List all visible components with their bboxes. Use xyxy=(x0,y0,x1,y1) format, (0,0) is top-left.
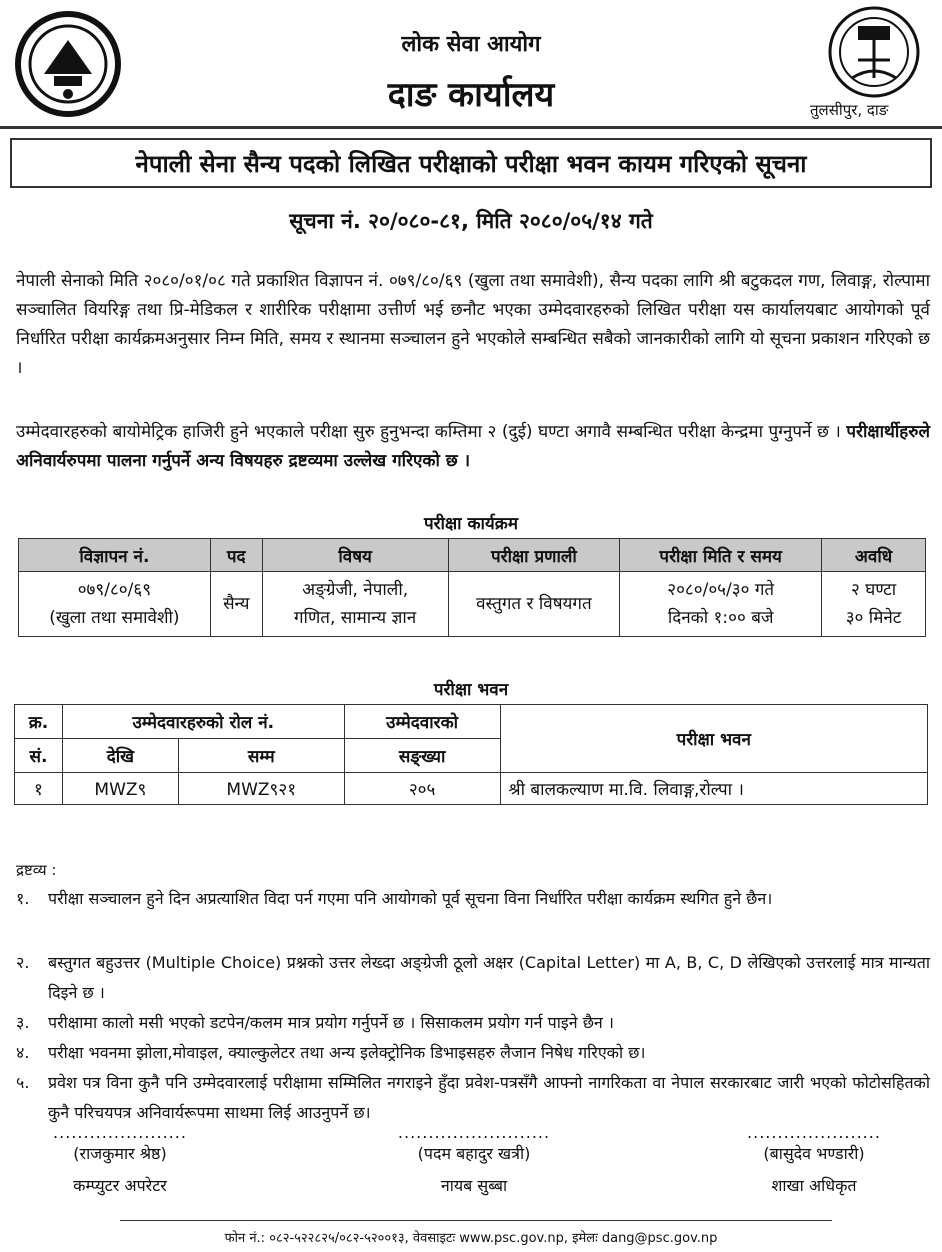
roll-from-cell: MWZ९ xyxy=(62,773,178,805)
candidate-count-cell: २०५ xyxy=(344,773,500,805)
note-item xyxy=(16,884,930,914)
candidate-count-header-2: सङ्ख्या xyxy=(344,739,500,773)
note-number: ३. xyxy=(16,1013,30,1032)
signature-line: ...................... xyxy=(747,1123,881,1142)
exam-date: २०८०/०५/३० गते xyxy=(667,580,775,600)
venue-cell: श्री बालकल्याण मा.वि. लिवाङ्ग,रोल्पा । xyxy=(500,773,927,805)
table-row xyxy=(15,773,928,805)
office-name: दाङ कार्यालय xyxy=(387,75,555,115)
post-cell: सैन्य xyxy=(210,572,262,637)
footer-divider xyxy=(120,1220,832,1221)
col-header: विज्ञापन नं. xyxy=(19,539,211,572)
signatory-title: नायब सुब्बा xyxy=(440,1176,508,1195)
signatory-title: शाखा अधिकृत xyxy=(771,1176,857,1195)
signature-block xyxy=(684,1123,942,1202)
col-header: परीक्षा मिति र समय xyxy=(620,539,822,572)
signatory-title: कम्प्युटर अपरेटर xyxy=(73,1176,167,1195)
candidate-count-header: उम्मेदवारको xyxy=(344,705,500,739)
duration-cell xyxy=(822,572,926,637)
ad-category: (खुला तथा समावेशी) xyxy=(49,608,180,628)
table-row xyxy=(19,572,926,637)
signature-line: ......................... xyxy=(397,1123,551,1142)
exam-schedule-title: परीक्षा कार्यक्रम xyxy=(423,514,519,534)
exam-venue-title: परीक्षा भवन xyxy=(433,680,509,700)
signatory-name: (पदम बहादुर खत्री) xyxy=(417,1144,531,1163)
notice-reference: सूचना नं. २०/०८०-८१, मिति २०८०/०५/१४ गते xyxy=(289,209,653,233)
note-item xyxy=(16,1068,930,1128)
roll-from-header: देखि xyxy=(62,739,178,773)
header-divider xyxy=(0,126,942,129)
note-item xyxy=(16,1008,930,1038)
footer-contact: फोन नं.: ०८२-५२२८२५/०८२-५२००१३, वेवसाइटः www.psc.gov.np, इमेलः dang@psc.gov.np xyxy=(224,1231,718,1246)
note-text: प्रवेश पत्र विना कुनै पनि उम्मेदवारलाई परीक्षामा सम्मिलित नगराइने हुँदा प्रवेश-पत्रसँगै आफ्नो नागरिकता वा नेपाल सरकारबाट जारी भएको फोटोसहितको कुनै परिचयपत्र अनिवार्यरूपमा साथमा लिई आउनुपर्ने छ। xyxy=(48,1073,930,1122)
intro-paragraph: नेपाली सेनाको मिति २०८०/०१/०८ गते प्रकाशित विज्ञापन नं. ०७९/८०/६९ (खुला तथा समावेशी), सैन्य पदका लागि श्री बटुकदल गण, लिवाङ्ग, रोल्पामा सञ्चालित वियरिङ्ग तथा प्रि-मेडिकल र शारीरिक परीक्षामा उत्तीर्ण भई छनौट भएका उम्मेदवारहरुको लिखित परीक्षा यस कार्यालयबाट आयोगको पूर्व निर्धारित परीक्षा कार्यक्रमअनुसार निम्न मिति, समय र स्थानमा सञ्चालन हुने भएकोले सम्बन्धित सबैको जानकारीको लागि यो सूचना प्रकाशन गरिएको छ । xyxy=(16,271,930,378)
note-text: परीक्षा सञ्चालन हुने दिन अप्रत्याशित विदा पर्न गएमा पनि आयोगको पूर्व सूचना विना निर्धारित परीक्षा कार्यक्रम स्थगित हुने छैन। xyxy=(48,889,773,908)
table-header-row xyxy=(19,539,926,572)
venue-header: परीक्षा भवन xyxy=(500,705,927,773)
organization-name: लोक सेवा आयोग xyxy=(401,32,541,57)
exam-date-cell xyxy=(620,572,822,637)
serial-header: क्र. xyxy=(15,705,63,739)
table-header-row xyxy=(15,705,928,739)
duration-hours: २ घण्टा xyxy=(850,580,897,600)
roll-number-header: उम्मेदवारहरुको रोल नं. xyxy=(62,705,344,739)
subject-cell xyxy=(262,572,448,637)
signatory-name: (बासुदेव भण्डारी) xyxy=(763,1144,865,1163)
mandatory-rules-text: परीक्षार्थीहरुले अनिवार्यरुपमा पालना गर्नुपर्ने अन्य विषयहरु द्रष्टव्यमा उल्लेख गरिएको छ । xyxy=(16,422,930,471)
exam-time: दिनको १:०० बजे xyxy=(667,608,774,628)
notice-title: नेपाली सेना सैन्य पदको लिखित परीक्षाको परीक्षा भवन कायम गरिएको सूचना xyxy=(135,149,807,178)
signature-line: ...................... xyxy=(53,1123,187,1142)
note-number: ४. xyxy=(16,1043,30,1062)
office-address: तुलसीपुर, दाङ xyxy=(810,101,889,119)
note-number: २. xyxy=(16,953,30,972)
notice-title-box xyxy=(10,138,932,188)
col-header: परीक्षा प्रणाली xyxy=(448,539,620,572)
note-text: बस्तुगत बहुउत्तर (Multiple Choice) प्रश्नको उत्तर लेख्दा अङ्ग्रेजी ठूलो अक्षर (Capital Letter) मा A, B, C, D लेखिएको उत्तरलाई मात्र मान्यता दिइने छ । xyxy=(48,953,930,1002)
serial-header-2: सं. xyxy=(15,739,63,773)
col-header: अवधि xyxy=(822,539,926,572)
roll-to-header: सम्म xyxy=(178,739,344,773)
biometric-paragraph xyxy=(16,418,930,476)
subject-line: गणित, सामान्य ज्ञान xyxy=(293,608,417,628)
col-header: पद xyxy=(210,539,262,572)
exam-system-cell: वस्तुगत र विषयगत xyxy=(448,572,620,637)
exam-venue-table xyxy=(14,704,928,805)
col-header: विषय xyxy=(262,539,448,572)
serial-cell: १ xyxy=(15,773,63,805)
psc-seal-logo xyxy=(822,4,926,100)
subject-line: अङ्ग्रेजी, नेपाली, xyxy=(302,580,409,600)
ad-number: ०७९/८०/६९ xyxy=(77,580,152,600)
note-text: परीक्षा भवनमा झोला,मोवाइल, क्याल्कुलेटर तथा अन्य इलेक्ट्रोनिक डिभाइसहरु लैजान निषेध गरिएको छ। xyxy=(48,1043,646,1062)
roll-to-cell: MWZ९२१ xyxy=(178,773,344,805)
note-text: परीक्षामा कालो मसी भएको डटपेन/कलम मात्र प्रयोग गर्नुपर्ने छ । सिसाकलम प्रयोग गर्न पाइने छैन । xyxy=(48,1013,614,1032)
biometric-text: उम्मेदवारहरुको बायोमेट्रिक हाजिरी हुने भएकाले परीक्षा सुरु हुनुभन्दा कम्तिमा २ (दुई) घण्टा अगावै सम्बन्धित परीक्षा केन्द्रमा पुग्नुपर्ने छ । xyxy=(16,422,847,442)
notes-heading: द्रष्टव्य : xyxy=(16,861,57,879)
signature-block xyxy=(0,1123,250,1202)
note-number: ५. xyxy=(16,1073,30,1092)
duration-minutes: ३० मिनेट xyxy=(845,608,902,628)
signature-block xyxy=(344,1123,604,1202)
note-item xyxy=(16,1038,930,1068)
signatory-name: (राजकुमार श्रेष्ठ) xyxy=(73,1144,167,1163)
exam-schedule-table xyxy=(18,538,926,637)
note-number: १. xyxy=(16,889,30,908)
note-item xyxy=(16,948,930,1008)
ad-number-cell xyxy=(19,572,211,637)
